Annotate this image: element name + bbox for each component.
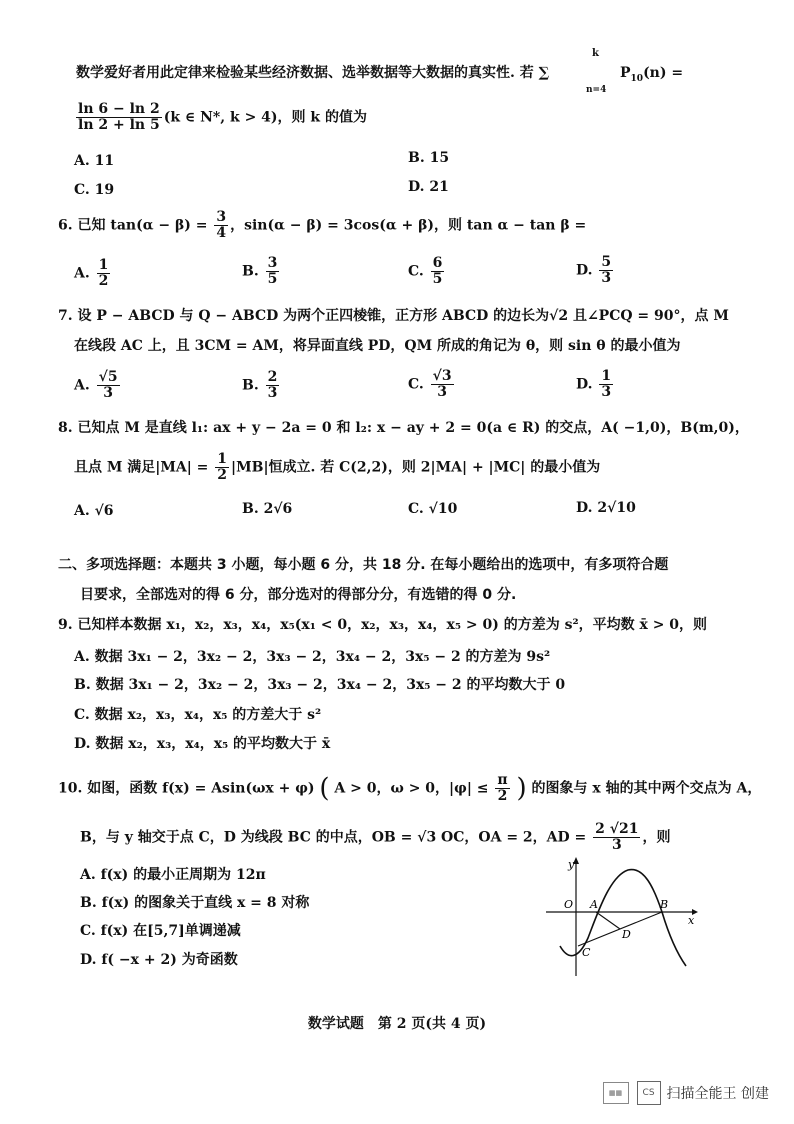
q6-d-frac <box>599 255 613 286</box>
q10-cond-frac <box>495 773 509 804</box>
q10-ad-num: 2 √21 <box>595 821 639 837</box>
q6-d-label: D. <box>576 262 593 279</box>
q5-sum-top: k <box>592 48 599 59</box>
q7-a-frac <box>97 370 120 401</box>
q10-line1-prefix: 10. 如图，函数 f(x) = Asin(ωx + φ) <box>58 780 315 797</box>
q6-prefix: 6. 已知 tan(α − β) = <box>58 217 208 234</box>
q6-tail: ，sin(α − β) = 3cos(α + β)，则 tan α − tan β = <box>230 217 587 234</box>
q7-c-label: C. <box>408 376 424 393</box>
q10-figure <box>540 852 700 982</box>
q6-b-den: 5 <box>267 271 278 287</box>
q5-line1 <box>76 64 549 82</box>
q10-cond: A > 0，ω > 0，|φ| ≤ <box>334 780 489 797</box>
q8-line2-tail: |MB|恒成立. 若 C(2,2)，则 2|MA| + |MC| 的最小值为 <box>231 459 601 476</box>
camscanner-logo-icon: CS <box>637 1081 661 1105</box>
q7-line2: 在线段 AC 上，且 3CM = AM，将异面直线 PD，QM 所成的角记为 θ，则 sin θ 的最小值为 <box>74 338 681 354</box>
q7-a-label: A. <box>74 377 90 394</box>
q6-b-num: 3 <box>267 255 278 271</box>
q10-ad-den: 3 <box>611 837 622 853</box>
q6-frac-num: 3 <box>216 209 227 225</box>
section2-line2: 目要求，全部选对的得 6 分，部分选对的得部分分，有选错的得 0 分. <box>80 587 517 603</box>
q8-option-c: C. √10 <box>408 501 458 517</box>
q6-c-num: 6 <box>432 255 443 271</box>
label-b: B <box>660 898 669 911</box>
q5-line2-tail: (k ∈ N*, k > 4)，则 k 的值为 <box>163 109 367 126</box>
q5-line2 <box>74 102 367 133</box>
qr-code-icon: ▦▦ <box>603 1082 629 1104</box>
scanner-watermark <box>603 1081 769 1105</box>
q7-line1: 7. 设 P − ABCD 与 Q − ABCD 为两个正四棱锥，正方形 ABCD 的边长为√2 且∠PCQ = 90°，点 M <box>58 308 729 324</box>
q10-line2-tail: ，则 <box>642 829 671 846</box>
q8-option-a: A. √6 <box>74 503 114 519</box>
q6-option-b <box>242 256 281 287</box>
q8-fraction <box>215 452 229 483</box>
q7-option-b <box>242 370 281 401</box>
q6-option-a <box>74 258 112 289</box>
q6-c-label: C. <box>408 263 424 280</box>
q9-option-c: C. 数据 x₂，x₃，x₄，x₅ 的方差大于 s² <box>74 707 322 723</box>
q5-sum-term <box>620 64 683 88</box>
q10-ad-frac <box>593 822 640 853</box>
q10-option-b: B. f(x) 的图象关于直线 x = 8 对称 <box>80 895 310 911</box>
q5-term-arg: (n) = <box>643 65 684 81</box>
q10-paren-open: ( <box>319 773 330 804</box>
section2-line1: 二、多项选择题：本题共 3 小题，每小题 6 分，共 18 分. 在每小题给出的选项中，有多项符合题 <box>58 557 669 573</box>
q10-cond-den: 2 <box>497 788 508 804</box>
q10-line2-prefix: B，与 y 轴交于点 C，D 为线段 BC 的中点，OB = √3 OC，OA = 2，AD = <box>80 829 587 846</box>
q6-d-den: 3 <box>601 270 612 286</box>
q10-line1 <box>58 773 761 804</box>
q5-option-c: C. 19 <box>74 182 115 198</box>
q7-b-num: 2 <box>267 369 278 385</box>
q10-line2 <box>80 822 670 853</box>
q7-option-c <box>408 369 456 400</box>
q9-option-b: B. 数据 3x₁ − 2，3x₂ − 2，3x₃ − 2，3x₄ − 2，3x₅ − 2 的平均数大于 0 <box>74 677 566 693</box>
label-x: x <box>688 914 695 927</box>
q9-stem: 9. 已知样本数据 x₁，x₂，x₃，x₄，x₅(x₁ < 0，x₂，x₃，x₄，x₅ > 0) 的方差为 s²，平均数 x̄ > 0，则 <box>58 617 708 633</box>
q5-frac-den: ln 2 + ln 5 <box>78 117 160 133</box>
label-c: C <box>582 946 591 959</box>
q7-d-den: 3 <box>601 384 612 400</box>
q7-c-num: √3 <box>432 368 452 384</box>
q9-option-d: D. 数据 x₂，x₃，x₄，x₅ 的平均数大于 x̄ <box>74 736 331 752</box>
label-d: D <box>622 928 631 941</box>
q6-fraction <box>214 210 228 241</box>
q5-fraction <box>76 102 162 133</box>
q6-a-frac <box>97 258 111 289</box>
q6-frac-den: 4 <box>216 225 227 241</box>
q7-a-den: 3 <box>103 385 113 401</box>
q5-sum-bottom: n=4 <box>586 85 607 95</box>
q7-a-num: √5 <box>98 369 118 385</box>
page-footer: 数学试题 第 2 页(共 4 页) <box>307 1016 487 1032</box>
q6-d-num: 5 <box>601 254 612 270</box>
q6-c-den: 5 <box>432 271 443 287</box>
q5-frac-num: ln 6 − ln 2 <box>78 101 160 117</box>
label-y: y <box>568 858 575 871</box>
q7-b-label: B. <box>242 377 259 394</box>
q5-option-b: B. 15 <box>408 150 450 166</box>
q7-c-frac <box>431 369 454 400</box>
q7-c-den: 3 <box>437 384 447 400</box>
label-a: A <box>590 898 598 911</box>
q10-option-d: D. f( −x + 2) 为奇函数 <box>80 952 238 968</box>
segment-ad <box>596 912 620 929</box>
q6-option-d <box>576 255 615 286</box>
sine-curve <box>560 870 686 966</box>
q6-stem <box>58 210 586 241</box>
q5-line1-text: 数学爱好者用此定律来检验某些经济数据、选举数据等大数据的真实性. 若 ∑ <box>76 65 550 81</box>
q6-a-num: 1 <box>98 257 109 273</box>
q7-d-frac <box>599 369 613 400</box>
q6-c-frac <box>431 256 445 287</box>
q10-paren-close: ) <box>516 773 527 804</box>
q6-a-label: A. <box>74 265 90 282</box>
q8-option-b: B. 2√6 <box>242 501 293 517</box>
q8-frac-num: 1 <box>217 451 228 467</box>
q7-d-label: D. <box>576 376 593 393</box>
q8-line2-prefix: 且点 M 满足|MA| = <box>74 459 209 476</box>
q7-b-den: 3 <box>267 385 278 401</box>
scanner-text: 扫描全能王 创建 <box>666 1086 769 1102</box>
q6-option-c <box>408 256 446 287</box>
q8-line1: 8. 已知点 M 是直线 l₁: ax + y − 2a = 0 和 l₂: x − ay + 2 = 0(a ∈ R) 的交点，A( −1,0)，B(m,0)， <box>58 420 749 436</box>
q7-option-d <box>576 369 615 400</box>
q5-option-a: A. 11 <box>74 153 115 169</box>
q8-option-d: D. 2√10 <box>576 500 636 516</box>
q5-option-d: D. 21 <box>408 179 449 195</box>
q8-frac-den: 2 <box>217 467 228 483</box>
q5-term-sub: 10 <box>630 73 644 84</box>
q5-term: P <box>620 65 631 81</box>
q6-a-den: 2 <box>98 273 109 289</box>
q7-d-num: 1 <box>601 368 612 384</box>
label-o: O <box>564 898 574 911</box>
q6-b-frac <box>266 256 280 287</box>
q6-b-label: B. <box>242 263 259 280</box>
q8-line2 <box>74 452 600 483</box>
q10-cond-num: π <box>497 772 508 788</box>
q7-b-frac <box>266 370 280 401</box>
q10-option-a: A. f(x) 的最小正周期为 12π <box>80 867 266 883</box>
q9-option-a: A. 数据 3x₁ − 2，3x₂ − 2，3x₃ − 2，3x₄ − 2，3x₅ − 2 的方差为 9s² <box>74 649 551 665</box>
q10-line1-tail: 的图象与 x 轴的其中两个交点为 A， <box>531 780 762 797</box>
q10-option-c: C. f(x) 在[5,7]单调递减 <box>80 923 241 939</box>
q7-option-a <box>74 370 122 401</box>
